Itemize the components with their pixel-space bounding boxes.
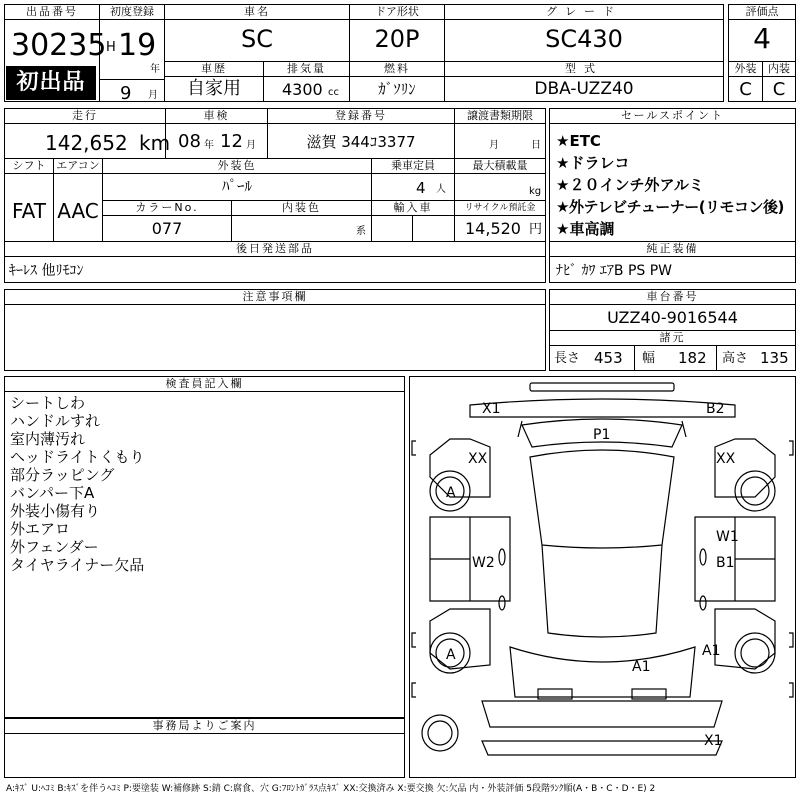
sales-point: ★ETC xyxy=(556,132,601,150)
grade-label: グレード xyxy=(445,5,723,20)
shift-cell xyxy=(4,158,54,242)
score-cell xyxy=(728,4,796,62)
model: DBA-UZZ40 xyxy=(534,79,634,99)
inspector-note: 外エアロ xyxy=(10,520,71,538)
inspector-notes-label: 検査員記入欄 xyxy=(5,377,404,392)
shift: FAT xyxy=(11,199,46,223)
exterior-color-label: 外装色 xyxy=(103,159,371,174)
car-diagram xyxy=(409,376,796,778)
genuine-equipment-label: 純正装備 xyxy=(550,242,795,257)
transfer-deadline-label: 譲渡書類期限 xyxy=(455,109,545,124)
mark-a1-right: A1 xyxy=(702,643,721,659)
first-listing-badge: 初出品 xyxy=(6,66,96,100)
door-cell xyxy=(349,4,445,62)
max-load-cell xyxy=(454,158,546,201)
displacement-cell xyxy=(263,61,350,102)
transfer-month-unit: 月 xyxy=(489,140,499,151)
width-label: 幅 xyxy=(642,351,656,366)
aircon-cell xyxy=(53,158,103,242)
inspection-month-unit: 月 xyxy=(246,140,256,151)
sales-point: ★２０インチ外アルミ xyxy=(556,176,704,194)
lot-number: 30235 xyxy=(11,28,107,63)
color-number: 077 xyxy=(151,219,183,238)
mark-a-front: A xyxy=(446,485,456,501)
legend-text: A:ｷｽﾞ U:ﾍｺﾐ B:ｷｽﾞを伴うﾍｺﾐ P:要塗装 W:補修跡 S:錆 C:腐食、穴 G:ﾌﾛﾝﾄｶﾞﾗｽ点ｷｽﾞ XX:交換済み X:要交換 欠:欠品 内・外装評価 5段階ﾗﾝｸ順(A・B・C・D・E) 2 xyxy=(6,784,656,794)
inspector-note: ハンドルすれ xyxy=(10,412,101,430)
office-notice-cell xyxy=(4,718,405,778)
displacement-unit: cc xyxy=(328,87,339,98)
reg-month: 9 xyxy=(120,83,132,104)
car-name: SC xyxy=(241,25,273,53)
sales-points-label: セールスポイント xyxy=(550,109,795,124)
registration-number-cell xyxy=(267,108,455,159)
history: 自家用 xyxy=(187,78,241,99)
color-number-label: カラーNo. xyxy=(103,201,231,216)
interior-grade: C xyxy=(772,79,786,100)
max-load-label: 最大積載量 xyxy=(455,159,545,174)
mark-b2: B2 xyxy=(706,401,725,417)
exterior-grade: C xyxy=(739,79,752,100)
notes-cell xyxy=(4,289,546,371)
chassis-label: 車台番号 xyxy=(550,290,795,305)
recycle-label: リサイクル預託金 xyxy=(455,201,545,216)
inspector-notes-list xyxy=(10,394,145,574)
recycle-cell xyxy=(454,200,546,242)
mark-b1: B1 xyxy=(716,555,735,571)
grade-cell xyxy=(444,4,724,62)
transfer-deadline-cell xyxy=(454,108,546,159)
first-registration-cell xyxy=(99,4,165,102)
score: 4 xyxy=(753,22,771,55)
reg-month-unit: 月 xyxy=(148,90,158,101)
mark-a1-center: A1 xyxy=(632,659,651,675)
capacity-cell xyxy=(371,158,455,201)
height: 135 xyxy=(760,349,789,367)
mark-x1-top: X1 xyxy=(482,401,501,417)
notes-label: 注意事項欄 xyxy=(5,290,545,305)
capacity-unit: 人 xyxy=(436,184,446,195)
genuine-equipment: ﾅﾋﾞ ｶﾜ ｴｱB PS PW xyxy=(556,263,673,279)
reg-year-unit: 年 xyxy=(150,64,160,75)
displacement-label: 排気量 xyxy=(264,62,349,77)
inspector-note: 室内薄汚れ xyxy=(10,430,86,448)
max-load-unit: kg xyxy=(529,186,542,197)
import-cell xyxy=(371,200,455,242)
car-diagram-drawing xyxy=(410,377,795,777)
exterior-cell xyxy=(728,61,763,102)
inspection-month: 12 xyxy=(220,131,243,152)
era: H xyxy=(106,40,116,55)
sales-point: ★車高調 xyxy=(556,220,615,238)
office-notice-label: 事務局よりご案内 xyxy=(5,719,404,734)
color-number-cell xyxy=(102,200,232,242)
mark-w2: W2 xyxy=(472,555,495,571)
exterior-color: ﾊﾟｰﾙ xyxy=(221,177,252,195)
import-label: 輸入車 xyxy=(372,201,454,216)
mark-p1: P1 xyxy=(593,427,611,443)
sales-point: ★ドラレコ xyxy=(556,154,630,172)
capacity: 4 xyxy=(416,179,426,197)
genuine-equipment-cell xyxy=(549,241,796,283)
length: 453 xyxy=(594,349,623,367)
inspector-note: 部分ラッピング xyxy=(10,466,115,484)
history-label: 車歴 xyxy=(165,62,263,77)
registration-number-label: 登録番号 xyxy=(268,109,454,124)
spec-label: 諸元 xyxy=(550,331,795,346)
interior-label: 内装 xyxy=(763,62,795,77)
interior-color-cell xyxy=(231,200,372,242)
mileage-cell xyxy=(4,108,171,159)
score-label: 評価点 xyxy=(729,5,795,20)
exterior-label: 外装 xyxy=(729,62,762,77)
inspector-note: タイヤライナー欠品 xyxy=(10,556,145,574)
later-parts: ｷｰﾚｽ 他ﾘﾓｺﾝ xyxy=(9,263,84,279)
displacement: 4300 xyxy=(282,80,323,99)
inspector-note: ヘッドライトくもり xyxy=(10,448,145,466)
mileage: 142,652 xyxy=(45,131,128,155)
lot-number-label: 出品番号 xyxy=(5,5,99,20)
fuel-cell xyxy=(349,61,445,102)
first-registration-label: 初度登録 xyxy=(100,5,164,20)
history-cell xyxy=(164,61,264,102)
door-label: ドア形状 xyxy=(350,5,444,20)
fuel-label: 燃料 xyxy=(350,62,444,77)
length-label: 長さ xyxy=(554,351,581,366)
mark-w1: W1 xyxy=(716,529,739,545)
chassis-number: UZZ40-9016544 xyxy=(607,308,738,327)
shift-label: シフト xyxy=(5,159,53,174)
reg-year: 19 xyxy=(118,28,157,63)
inspection-year-unit: 年 xyxy=(204,140,214,151)
exterior-color-cell xyxy=(102,158,372,201)
inspection-year: 08 xyxy=(178,131,201,152)
recycle-unit: 円 xyxy=(529,222,543,237)
interior-color-label: 内装色 xyxy=(232,201,371,216)
inspector-note: 外フェンダー xyxy=(10,538,99,556)
sales-point: ★外テレビチューナー(リモコン後) xyxy=(556,198,784,216)
mark-x1-bottom: X1 xyxy=(704,733,723,749)
model-label: 型式 xyxy=(445,62,723,77)
inspector-note: シートしわ xyxy=(10,394,86,412)
car-name-cell xyxy=(164,4,350,62)
registration-number: 滋賀 344ｺ3377 xyxy=(306,133,416,151)
car-name-label: 車名 xyxy=(165,5,349,20)
inspection-cell xyxy=(165,108,268,159)
transfer-day-unit: 日 xyxy=(531,140,541,151)
later-parts-cell xyxy=(4,241,546,283)
chassis-cell xyxy=(549,289,796,371)
interior-color-unit: 系 xyxy=(356,226,366,237)
model-cell xyxy=(444,61,724,102)
mark-xx-left: XX xyxy=(468,451,488,467)
width: 182 xyxy=(678,349,707,367)
inspector-note: バンパー下A xyxy=(10,484,95,502)
mark-a-rear: A xyxy=(446,647,456,663)
sales-points-list xyxy=(556,130,784,240)
inspection-label: 車検 xyxy=(166,109,267,124)
height-label: 高さ xyxy=(722,351,749,366)
fuel: ｶﾞｿﾘﾝ xyxy=(378,80,416,98)
inspector-note: 外装小傷有り xyxy=(10,502,101,520)
capacity-label: 乗車定員 xyxy=(372,159,454,174)
later-parts-label: 後日発送部品 xyxy=(5,242,545,257)
mark-xx-right: XX xyxy=(716,451,736,467)
aircon-label: エアコン xyxy=(54,159,102,174)
interior-cell xyxy=(762,61,796,102)
recycle-fee: 14,520 xyxy=(465,219,521,238)
door-type: 20P xyxy=(374,25,420,53)
mileage-label: 走行 xyxy=(5,109,165,124)
aircon: AAC xyxy=(57,199,99,223)
grade: SC430 xyxy=(545,25,623,53)
mileage-unit: km xyxy=(139,131,171,155)
